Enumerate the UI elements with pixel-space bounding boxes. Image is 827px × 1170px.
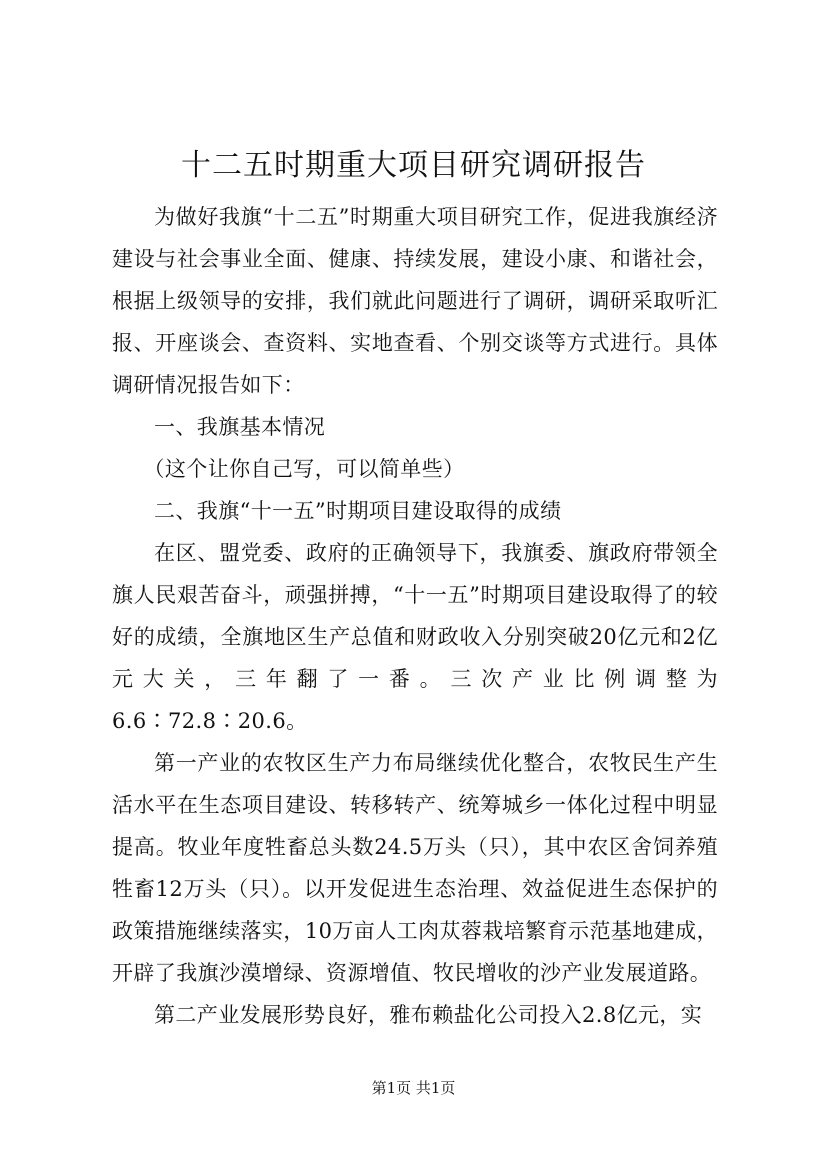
paragraph-primary-industry: 第一产业的农牧区生产力布局继续优化整合，农牧民生产生活水平在生态项目建设、转移转产、统筹城乡一体化过程中明显提高。牧业年度牲畜总头数24.5万头（只），其中农区舍饲养殖牲畜12万头（只）。以开发促进生态治理、效益促进生态保护的政策措施继续落实，10万亩人工肉苁蓉栽培繁育示范基地建成，开辟了我旗沙漠增绿、资源增值、牧民增收的沙产业发展道路。 xyxy=(112,751,718,985)
paragraph-achievements: 在区、盟党委、政府的正确领导下，我旗委、旗政府带领全旗人民艰苦奋斗，顽强拼搏，“十一五”时期项目建设取得了的较好的成绩，全旗地区生产总值和财政收入分别突破20亿元和2亿元大关，三年翻了一番。三次产业比例调整为6.6∶72.8∶20.6。 xyxy=(112,541,718,733)
document-title: 十二五时期重大项目研究调研报告 xyxy=(181,148,646,183)
paragraph-note: （这个让你自己写，可以简单些） xyxy=(143,457,465,481)
section-heading-2: 二、我旗“十一五”时期项目建设取得的成绩 xyxy=(154,499,562,523)
paragraph-secondary-industry: 第二产业发展形势良好，雅布赖盐化公司投入2.8亿元，实 xyxy=(154,1003,703,1027)
document-body xyxy=(112,196,718,1036)
section-heading-1: 一、我旗基本情况 xyxy=(154,415,326,439)
paragraph-intro: 为做好我旗“十二五”时期重大项目研究工作，促进我旗经济建设与社会事业全面、健康、持续发展，建设小康、和谐社会，根据上级领导的安排，我们就此问题进行了调研，调研采取听汇报、开座谈会、查资料、实地查看、个别交谈等方式进行。具体调研情况报告如下： xyxy=(112,205,718,397)
page-number-footer: 第1页 共1页 xyxy=(371,1079,456,1097)
